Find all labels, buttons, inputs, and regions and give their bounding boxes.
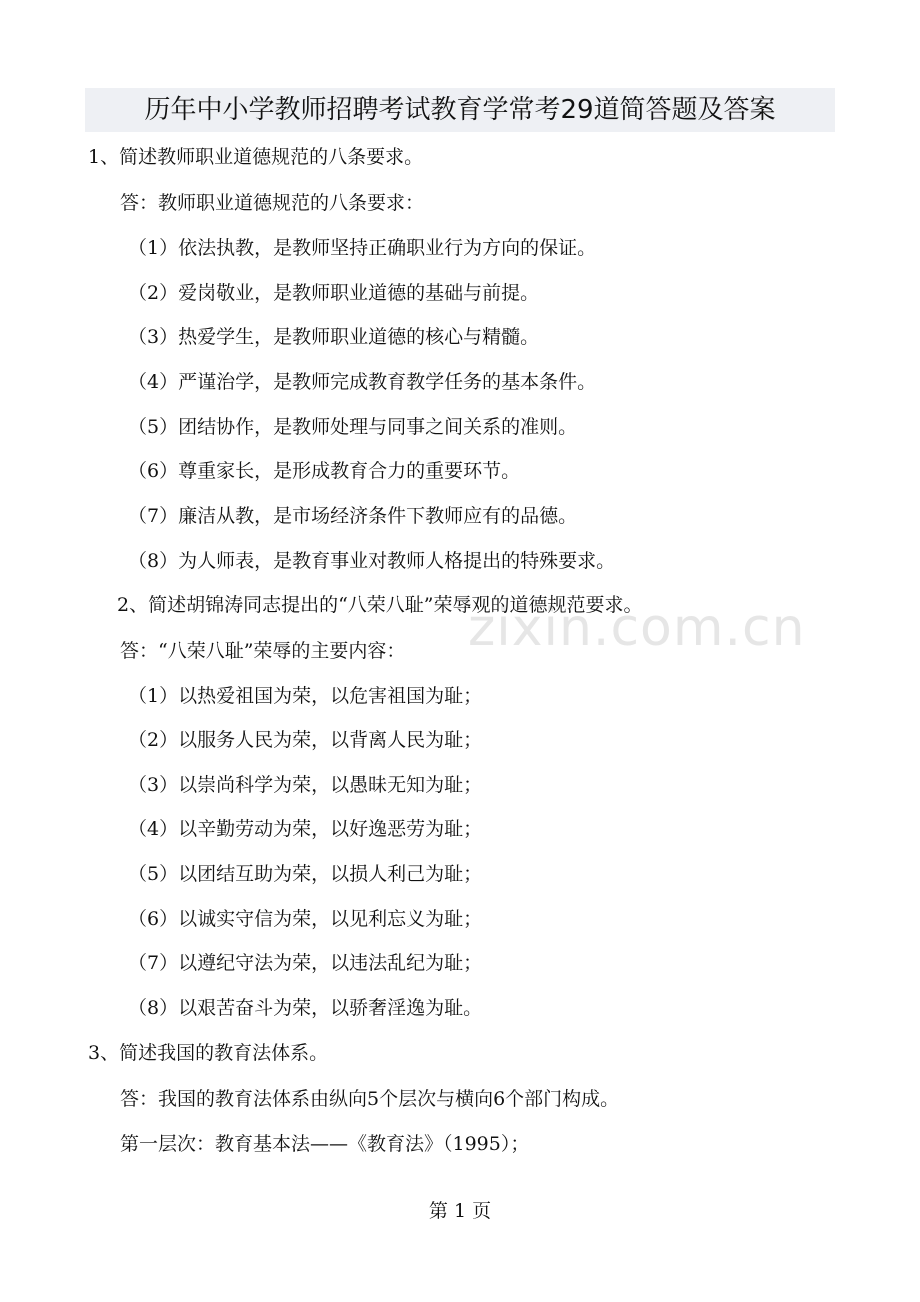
answer-1-item-2: （2）爱岗敬业，是教师职业道德的基础与前提。 (128, 282, 540, 304)
question-3-heading: 3、简述我国的教育法体系。 (88, 1042, 329, 1064)
answer-2-intro: 答：“八荣八耻”荣辱的主要内容： (120, 640, 406, 662)
answer-2-item-3: （3）以崇尚科学为荣，以愚昧无知为耻； (128, 774, 483, 796)
answer-2-item-8: （8）以艰苦奋斗为荣，以骄奢淫逸为耻。 (128, 997, 483, 1019)
answer-1-item-4: （4）严谨治学，是教师完成教育教学任务的基本条件。 (128, 371, 597, 393)
watermark-text: zixin.com.cn (468, 598, 806, 658)
page-number: 第 1 页 (428, 1200, 492, 1222)
answer-2-item-5: （5）以团结互助为荣，以损人利己为耻； (128, 863, 483, 885)
document-title: 历年中小学教师招聘考试教育学常考29道简答题及答案 (144, 95, 776, 125)
answer-2-item-1: （1）以热爱祖国为荣，以危害祖国为耻； (128, 685, 483, 707)
answer-2-item-2: （2）以服务人民为荣，以背离人民为耻； (128, 729, 483, 751)
answer-1-item-6: （6）尊重家长，是形成教育合力的重要环节。 (128, 460, 521, 482)
answer-1-item-1: （1）依法执教，是教师坚持正确职业行为方向的保证。 (128, 237, 597, 259)
question-2-heading: 2、简述胡锦涛同志提出的“八荣八耻”荣辱观的道德规范要求。 (117, 594, 643, 616)
answer-3-level-1: 第一层次：教育基本法——《教育法》（1995）； (120, 1133, 530, 1155)
answer-1-item-8: （8）为人师表，是教育事业对教师人格提出的特殊要求。 (128, 550, 616, 572)
answer-1-intro: 答：教师职业道德规范的八条要求： (120, 192, 425, 214)
answer-1-item-7: （7）廉洁从教，是市场经济条件下教师应有的品德。 (128, 505, 578, 527)
answer-1-item-5: （5）团结协作，是教师处理与同事之间关系的准则。 (128, 416, 578, 438)
answer-1-item-3: （3）热爱学生，是教师职业道德的核心与精髓。 (128, 326, 540, 348)
answer-2-item-7: （7）以遵纪守法为荣，以违法乱纪为耻； (128, 952, 483, 974)
answer-3-intro: 答：我国的教育法体系由纵向5个层次与横向6个部门构成。 (120, 1088, 620, 1110)
answer-2-item-6: （6）以诚实守信为荣，以见利忘义为耻； (128, 908, 483, 930)
question-1-heading: 1、简述教师职业道德规范的八条要求。 (88, 146, 424, 168)
answer-2-item-4: （4）以辛勤劳动为荣，以好逸恶劳为耻； (128, 818, 483, 840)
